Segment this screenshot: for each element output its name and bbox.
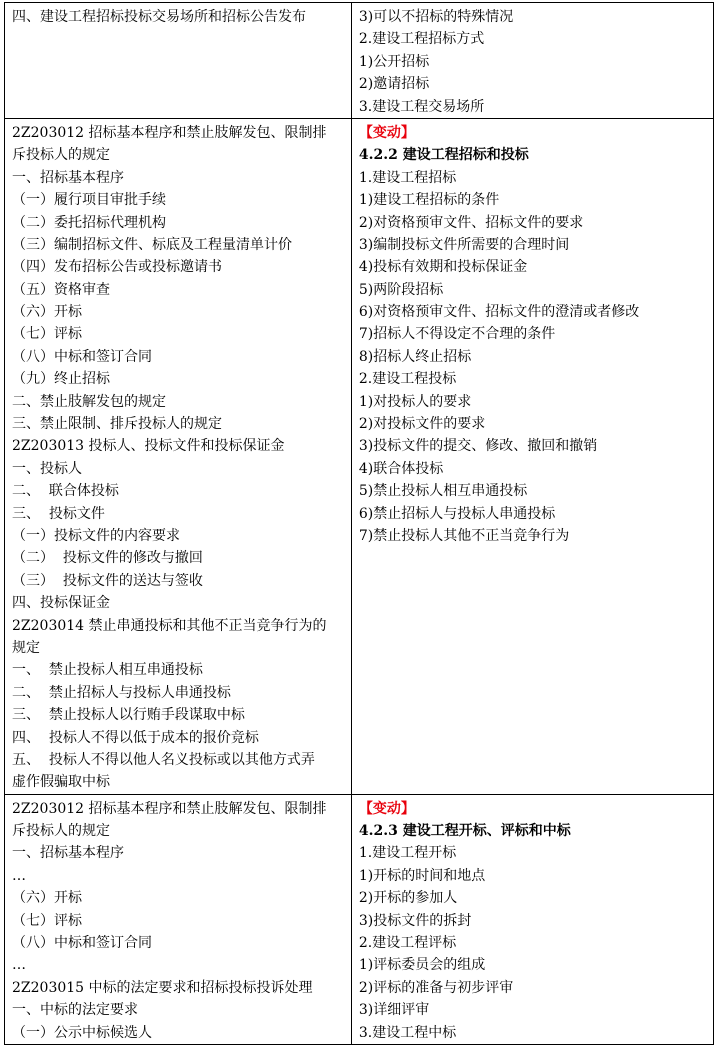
text-line: 8)招标人终止招标 <box>358 348 472 365</box>
text-line: 一、投标人 <box>12 460 82 477</box>
text-line: 3)详细评审 <box>358 1002 430 1019</box>
text-line: （七）评标 <box>12 326 82 343</box>
text-line: 2Z203014 禁止串通投标和其他不正当竞争行为的 <box>12 617 327 634</box>
text-line: 二、 禁止招标人与投标人串通投标 <box>12 684 231 701</box>
text-line: （六）开标 <box>12 304 82 321</box>
text-line: 1)开标的时间和地点 <box>358 867 486 884</box>
text-line: 2.建设工程评标 <box>358 935 457 952</box>
text-line: （五）资格审查 <box>12 281 110 298</box>
text-line: 二、 联合体投标 <box>12 483 119 500</box>
text-line: （二）委托招标代理机构 <box>12 214 166 231</box>
right-cell <box>351 118 713 794</box>
text-line: 四、 投标人不得以低于成本的报价竞标 <box>12 729 259 746</box>
comparison-table <box>4 2 714 1045</box>
left-cell <box>5 118 352 794</box>
right-cell <box>351 794 713 1044</box>
text-line: 三、禁止限制、排斥投标人的规定 <box>12 416 222 433</box>
text-line: （八）中标和签订合同 <box>12 935 152 952</box>
text-line: 1.建设工程招标 <box>358 169 457 186</box>
left-cell <box>5 3 352 119</box>
left-cell <box>5 794 352 1044</box>
text-line: （六）开标 <box>12 890 82 907</box>
text-line: … <box>12 867 26 884</box>
text-line: （七）评标 <box>12 912 82 929</box>
text-line: 斥投标人的规定 <box>12 823 110 840</box>
text-line: （二） 投标文件的修改与撤回 <box>12 550 203 567</box>
text-line: 5)禁止投标人相互串通投标 <box>358 483 528 500</box>
change-tag: 【变动】 <box>358 124 415 141</box>
text-line: 三、 投标文件 <box>12 505 105 522</box>
text-line: （一）履行项目审批手续 <box>12 192 166 209</box>
text-line: （四）发布招标公告或投标邀请书 <box>12 259 222 276</box>
text-line: 7)禁止投标人其他不正当竞争行为 <box>358 527 570 544</box>
text-line: 3)编制投标文件所需要的合理时间 <box>358 236 570 253</box>
text-line: 一、中标的法定要求 <box>12 1002 138 1019</box>
text-line: 4)联合体投标 <box>358 460 444 477</box>
table-row <box>5 794 714 1044</box>
text-line: … <box>12 957 26 974</box>
text-line: 1)对投标人的要求 <box>358 393 472 410</box>
text-line: 五、 投标人不得以他人名义投标或以其他方式弄 <box>12 751 315 768</box>
text-line: 2.建设工程招标方式 <box>358 31 485 48</box>
text-line: 四、投标保证金 <box>12 595 110 612</box>
text-line: 3)投标文件的拆封 <box>358 912 472 929</box>
text-line: 2Z203012 招标基本程序和禁止肢解发包、限制排 <box>12 800 327 817</box>
text-line: 2)对投标文件的要求 <box>358 416 486 433</box>
section-heading: 4.2.2 建设工程招标和投标 <box>358 147 529 164</box>
text-line: 2)对资格预审文件、招标文件的要求 <box>358 214 584 231</box>
text-line: 斥投标人的规定 <box>12 147 110 164</box>
text-line: 2.建设工程投标 <box>358 371 457 388</box>
text-line: 1)公开招标 <box>358 53 430 70</box>
text-line: 1)建设工程招标的条件 <box>358 192 500 209</box>
text-line: 1)评标委员会的组成 <box>358 957 486 974</box>
text-line: 3.建设工程中标 <box>358 1024 457 1041</box>
table-row <box>5 118 714 794</box>
text-line: 一、招标基本程序 <box>12 169 124 186</box>
section-heading: 4.2.3 建设工程开标、评标和中标 <box>358 823 571 840</box>
change-tag: 【变动】 <box>358 800 415 817</box>
text-line: 2)开标的参加人 <box>358 890 458 907</box>
text-line: 2)邀请招标 <box>358 76 430 93</box>
text-line: 3)投标文件的提交、修改、撤回和撤销 <box>358 438 598 455</box>
text-line: 三、 禁止投标人以行贿手段谋取中标 <box>12 707 245 724</box>
text-line: 6)对资格预审文件、招标文件的澄清或者修改 <box>358 304 640 321</box>
text-line: （一）投标文件的内容要求 <box>12 527 180 544</box>
text-line: 3)可以不招标的特殊情况 <box>358 9 514 25</box>
text-line: （三）编制招标文件、标底及工程量清单计价 <box>12 236 292 253</box>
text-line: 6)禁止招标人与投标人串通投标 <box>358 505 556 522</box>
text-line: 1.建设工程开标 <box>358 845 457 862</box>
text-line: 2Z203013 投标人、投标文件和投标保证金 <box>12 438 285 455</box>
text-line: 7)招标人不得设定不合理的条件 <box>358 326 556 343</box>
text-line: 规定 <box>12 639 40 656</box>
text-line: 2)评标的准备与初步评审 <box>358 979 514 996</box>
text-line: 虚作假骗取中标 <box>12 774 110 791</box>
text-line: 2Z203012 招标基本程序和禁止肢解发包、限制排 <box>12 124 327 141</box>
text-line: （三） 投标文件的送达与签收 <box>12 572 203 589</box>
text-line: （一）公示中标候选人 <box>12 1024 152 1041</box>
text-line: 四、建设工程招标投标交易场所和招标公告发布 <box>12 9 306 25</box>
right-cell <box>351 3 713 119</box>
text-line: 2Z203015 中标的法定要求和招标投标投诉处理 <box>12 979 313 996</box>
text-line: 4)投标有效期和投标保证金 <box>358 259 528 276</box>
table-row <box>5 3 714 119</box>
text-line: （八）中标和签订合同 <box>12 348 152 365</box>
text-line: 5)两阶段招标 <box>358 281 444 298</box>
text-line: （九）终止招标 <box>12 371 110 388</box>
text-line: 3.建设工程交易场所 <box>358 98 485 115</box>
text-line: 二、禁止肢解发包的规定 <box>12 393 166 410</box>
text-line: 一、 禁止投标人相互串通投标 <box>12 662 203 679</box>
text-line: 一、招标基本程序 <box>12 845 124 862</box>
